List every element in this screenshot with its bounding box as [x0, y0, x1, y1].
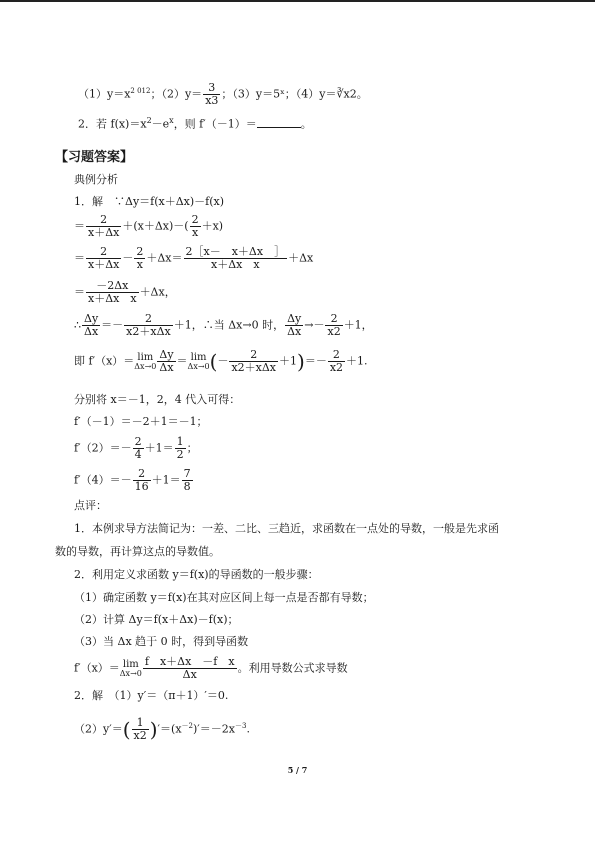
comment-line-3: 2．利用定义求函数 y＝f(x)的导函数的一般步骤：	[74, 568, 319, 581]
exercise-1-line: $(1)y=x^{2 012}$；（2）y＝ $\frac{3}{x3}$ ；（3）y＝5ˣ；（4）y＝∛x2。	[78, 81, 368, 107]
solution-line-5: ∴ $\frac{\Delta y}{\Delta x}$ ＝－ $\frac{2}{\text{x2＋xΔx}}$ ＋1，∴当 Δx→0 时， $\frac{\Delta y}{\Delta x}$ →－ $\frac{2}{x2}$ ＋1，	[74, 312, 373, 338]
derivative-definition: f′（x）＝ lim Δx→0 $\frac{\text{f x＋Δx －f x}}{\Delta x}$ 。利用导数公式求导数	[74, 655, 348, 681]
answer-blank	[257, 117, 301, 128]
solution-line-2: ＝ $\frac{2}{x+\Delta x}$ ＋(x＋Δx)－( $\frac{2}{x}$ ＋x)	[74, 213, 224, 239]
solution-line-3: ＝ $\frac{2}{x+\Delta x}$ － $\frac{2}{x}$ ＋Δx＝ $\frac{2[x- x+\Delta x ]}{\text{x＋Δx x}}$ ＋Δx	[74, 245, 314, 271]
comment-line-2: 数的导数，再计算这点的导数值。	[55, 545, 220, 558]
comment-heading: 点评：	[74, 499, 107, 512]
solution-2-line-1: 2．解 （1）y′＝（π＋1）′＝0.	[74, 689, 229, 702]
comment-line-6: （3）当 Δx 趋于 0 时，得到导函数	[74, 635, 249, 648]
solution-line-9: f′（2）＝－ $\frac{2}{4}$ ＋1＝ $\frac{1}{2}$ ；	[74, 435, 198, 461]
exercise-2-line: 2．若 $f(x)=x^2-e^x$，则 f′（－1）＝ 。	[78, 116, 312, 131]
fraction: $\frac{3}{x3}$	[205, 81, 219, 107]
page-number: 5 / 7	[287, 765, 308, 775]
limit: lim Δx→0	[187, 351, 210, 371]
comment-line-1: 1．本例求导方法简记为：一差、二比、三趋近，求函数在一点处的导数，一般是先求函	[74, 522, 499, 535]
solution-line-4: ＝ $\frac{-2\Delta x}{\text{x＋Δx x}}$ ＋Δx，	[74, 279, 176, 305]
limit: lim Δx→0	[119, 658, 142, 678]
solution-line-1: 1．解 ∵Δy＝f(x＋Δx)－f(x)	[74, 195, 225, 208]
solution-line-6: 即 f′（x）＝ lim Δx→0 $\frac{\Delta y}{\Delta x}$ ＝ lim Δx→0 (－ $\frac{2}{\text{x2＋xΔx}}$ ＋1)＝－ $\frac{2}{x2}$ ＋1.	[74, 348, 368, 374]
limit: lim Δx→0	[134, 351, 157, 371]
comment-line-5: （2）计算 Δy＝f(x＋Δx)－f(x)；	[74, 613, 239, 626]
subheading: 典例分析	[74, 173, 118, 186]
solution-line-7: 分别将 x＝－1，2，4 代入可得：	[74, 393, 241, 406]
solution-line-10: f′（4）＝－ $\frac{2}{16}$ ＋1＝ $\frac{7}{8}$	[74, 467, 191, 493]
solution-line-8: f′（－1）＝－2＋1＝－1；	[74, 415, 208, 428]
top-rule	[0, 0, 595, 2]
comment-line-4: （1）确定函数 y＝f(x)在其对应区间上每一点是否都有导数；	[74, 591, 374, 604]
section-title: 【习题答案】	[55, 150, 134, 165]
solution-2-line-2: （2）y′＝( $\frac{1}{x2}$ )$'=(x^{-2})'=-2x^{-3}$.	[74, 716, 250, 742]
